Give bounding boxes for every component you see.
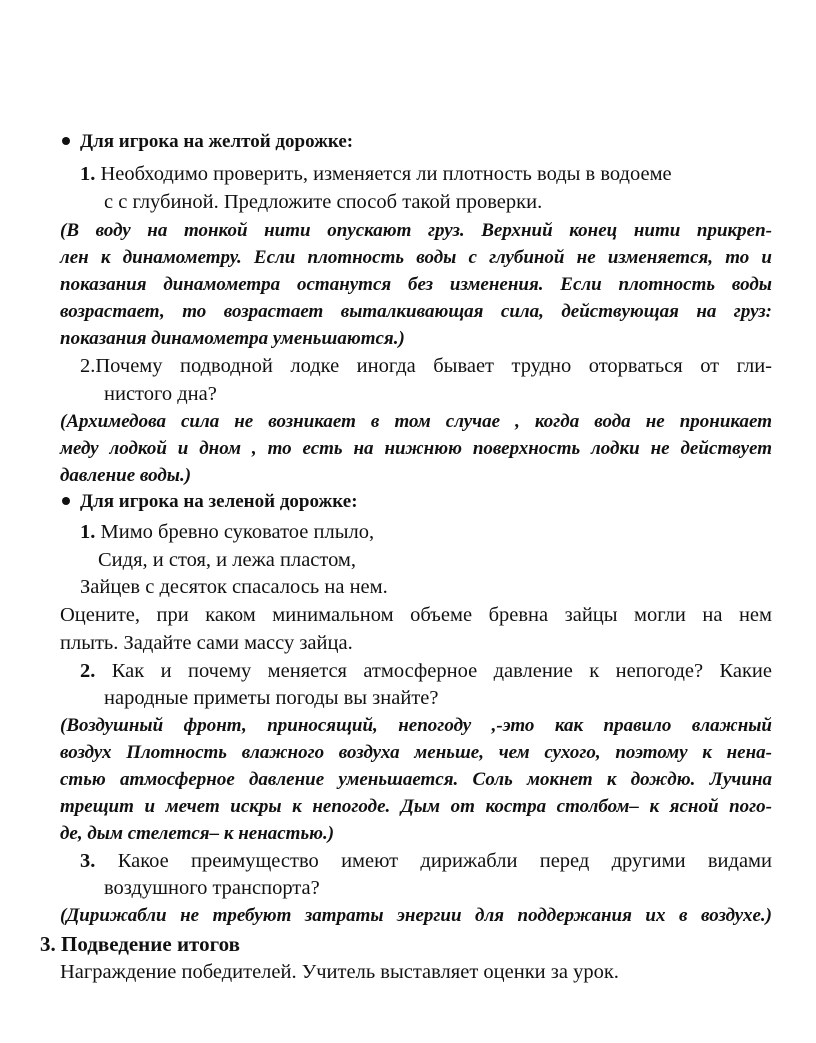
green-a2-line2: воздух Плотность влажного воздуха меньше, чем сухого, поэтому к нена-: [60, 742, 772, 763]
question-number: 3.: [80, 850, 96, 872]
question-number: 1.: [80, 521, 96, 543]
yellow-q2-line1: 2.Почему подводной лодке иногда бывает трудно оторваться от гли-: [80, 355, 772, 377]
yellow-a2-line2: меду лодкой и дном , то есть на нижнюю поверхность лодки не действует: [60, 438, 772, 459]
poem-line: Мимо бревно суковатое плыло,: [100, 521, 375, 543]
green-q3-line2: воздушного транспорта?: [104, 877, 320, 899]
green-q2-line2: народные приметы погоды вы знайте?: [104, 687, 439, 709]
summary-text: Награждение победителей. Учитель выставляет оценки за урок.: [60, 961, 619, 983]
yellow-q2-line2: нистого дна?: [104, 383, 217, 405]
bullet-icon: [62, 137, 70, 145]
green-q2-line1: [80, 657, 772, 685]
summary-heading: 3. Подведение итогов: [40, 932, 240, 956]
yellow-a1-line3: показания динамометра останутся без изменения. Если плотность воды: [60, 274, 772, 295]
bullet-icon: [62, 497, 70, 505]
green-q1-task1: Оцените, при каком минимальном объеме бревна зайцы могли на нем: [60, 604, 772, 626]
green-a3: (Дирижабли не требуют затраты энергии для поддержания их в воздухе.): [60, 905, 772, 926]
green-a2-line3: стью атмосферное давление уменьшается. Соль мокнет к дождю. Лучина: [60, 769, 772, 790]
yellow-a1-line4: возрастает, то возрастает выталкивающая сила, действующая на груз:: [60, 301, 772, 322]
yellow-track-heading: [62, 128, 353, 156]
yellow-a1-line1: (В воду на тонкой нити опускают груз. Верхний конец нити прикреп-: [60, 220, 772, 241]
green-track-heading: [62, 488, 358, 516]
question-text: Какое преимущество имеют дирижабли перед другими видами: [117, 850, 773, 872]
green-q1-poem2: Сидя, и стоя, и лежа пластом,: [98, 549, 357, 571]
yellow-a2-line3: давление воды.): [60, 465, 192, 486]
yellow-track-heading-text: Для игрока на желтой дорожке:: [80, 131, 354, 152]
green-q3-line1: [80, 847, 772, 875]
yellow-a2-line1: (Архимедова сила не возникает в том случае , когда вода не проникает: [60, 411, 772, 432]
question-text: Необходимо проверить, изменяется ли плотность воды в водоеме: [100, 163, 672, 185]
green-track-heading-text: Для игрока на зеленой дорожке:: [80, 491, 358, 512]
yellow-q1-line1: [80, 160, 672, 188]
green-a2-line4: трещит и мечет искры к непогоде. Дым от костра столбом– к ясной пого-: [60, 796, 772, 817]
green-a2-line1: (Воздушный фронт, приносящий, непогоду ,-это как правило влажный: [60, 715, 772, 736]
question-text: Как и почему меняется атмосферное давление к непогоде? Какие: [111, 660, 772, 682]
question-number: 1.: [80, 163, 96, 185]
question-number: 2.: [80, 660, 96, 682]
yellow-q1-line2: с с глубиной. Предложите способ такой проверки.: [104, 191, 543, 213]
green-q1-task2: плыть. Задайте сами массу зайца.: [60, 632, 353, 654]
yellow-a1-line5: показания динамометра уменьшаются.): [60, 328, 405, 349]
green-q1-poem3: Зайцев с десяток спасалось на нем.: [80, 576, 388, 598]
green-a2-line5: де, дым стелется– к ненастью.): [60, 823, 335, 844]
yellow-a1-line2: лен к динамометру. Если плотность воды с глубиной не изменяется, то и: [60, 247, 772, 268]
green-q1-poem1: [80, 518, 374, 546]
